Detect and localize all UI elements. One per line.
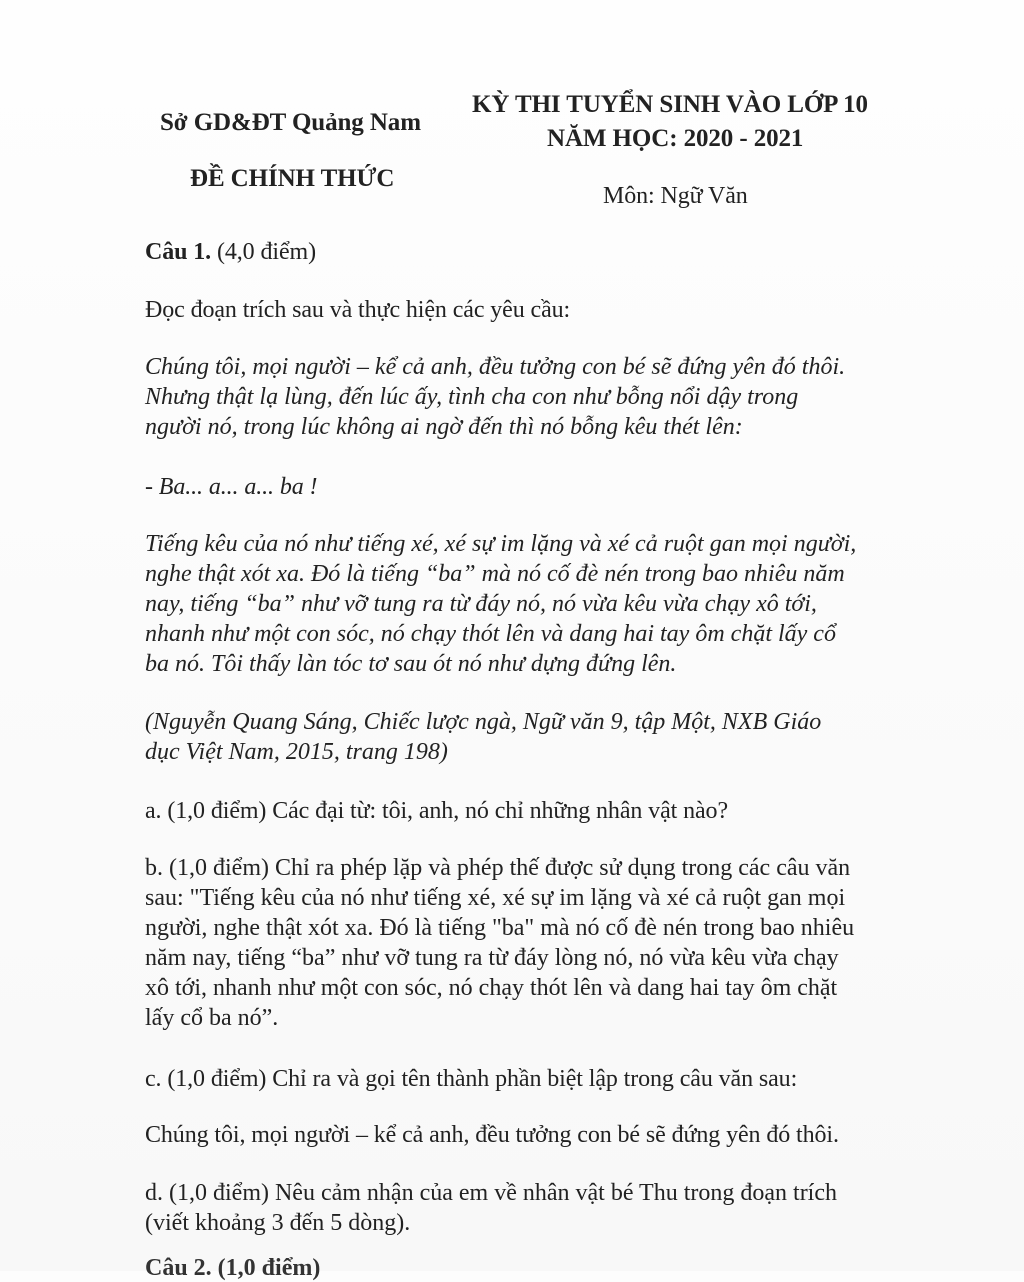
excerpt-line: Nhưng thật lạ lùng, đến lúc ấy, tình cha con như bỗng nổi dậy trong <box>145 384 799 410</box>
citation-line: (Nguyễn Quang Sáng, Chiếc lược ngà, Ngữ văn 9, tập Một, NXB Giáo <box>145 709 822 735</box>
question-1-heading <box>145 237 316 267</box>
excerpt-line: người nó, trong lúc không ai ngờ đến thì nó bỗng kêu thét lên: <box>145 414 743 440</box>
part-b-line: sau: "Tiếng kêu của nó như tiếng xé, xé sự im lặng và xé cả ruột gan mọi <box>145 885 846 911</box>
part-c-sentence: Chúng tôi, mọi người – kể cả anh, đều tưởng con bé sẽ đứng yên đó thôi. <box>145 1122 839 1148</box>
part-b-line: người, nghe thật xót xa. Đó là tiếng "ba" mà nó cố đè nén trong bao nhiêu <box>145 915 855 941</box>
part-b-line: năm nay, tiếng “ba” như vỡ tung ra từ đáy lòng nó, nó vừa kêu vừa chạy <box>145 945 839 971</box>
excerpt-line: nhanh như một con sóc, nó chạy thót lên và dang hai tay ôm chặt lấy cổ <box>145 621 836 647</box>
department-name: Sở GD&ĐT Quảng Nam <box>160 109 421 136</box>
excerpt-line: nghe thật xót xa. Đó là tiếng “ba” mà nó cố đè nén trong bao nhiêu năm <box>145 561 845 587</box>
subject-label: Môn: Ngữ Văn <box>603 183 748 209</box>
part-d <box>145 1178 945 1238</box>
question-1-label: Câu 1. <box>145 239 212 265</box>
part-b-line: b. (1,0 điểm) Chỉ ra phép lặp và phép thế được sử dụng trong các câu văn <box>145 855 851 881</box>
excerpt-line: Tiếng kêu của nó như tiếng xé, xé sự im lặng và xé cả ruột gan mọi người, <box>145 531 857 557</box>
part-b-line: lấy cổ ba nó”. <box>145 1005 279 1031</box>
part-d-line: (viết khoảng 3 đến 5 dòng). <box>145 1210 411 1236</box>
excerpt-line: nay, tiếng “ba” như vỡ tung ra từ đáy nó, nó vừa kêu vừa chạy xô tới, <box>145 591 817 617</box>
excerpt-paragraph-1 <box>145 352 945 442</box>
instruction-text: Đọc đoạn trích sau và thực hiện các yêu cầu: <box>145 297 571 323</box>
part-c: c. (1,0 điểm) Chỉ ra và gọi tên thành phần biệt lập trong câu văn sau: <box>145 1066 798 1092</box>
excerpt-dialogue: - Ba... a... a... ba ! <box>145 474 318 500</box>
excerpt-paragraph-3 <box>145 529 945 679</box>
school-year: NĂM HỌC: 2020 - 2021 <box>547 125 804 152</box>
part-b-line: xô tới, nhanh như một con sóc, nó chạy thót lên và dang hai tay ôm chặt <box>145 975 838 1001</box>
official-label: ĐỀ CHÍNH THỨC <box>190 165 395 192</box>
next-question-heading: Câu 2. (1,0 điểm) <box>145 1255 321 1281</box>
source-citation <box>145 707 945 767</box>
exam-title: KỲ THI TUYỂN SINH VÀO LỚP 10 <box>472 91 868 118</box>
excerpt-line: ba nó. Tôi thấy làn tóc tơ sau ót nó như dựng đứng lên. <box>145 651 677 677</box>
part-a: a. (1,0 điểm) Các đại từ: tôi, anh, nó chỉ những nhân vật nào? <box>145 798 728 824</box>
question-1-points: (4,0 điểm) <box>211 239 316 265</box>
part-b <box>145 853 945 1033</box>
excerpt-line: Chúng tôi, mọi người – kể cả anh, đều tưởng con bé sẽ đứng yên đó thôi. <box>145 354 846 380</box>
part-d-line: d. (1,0 điểm) Nêu cảm nhận của em về nhân vật bé Thu trong đoạn trích <box>145 1180 838 1206</box>
citation-line: dục Việt Nam, 2015, trang 198) <box>145 739 448 765</box>
